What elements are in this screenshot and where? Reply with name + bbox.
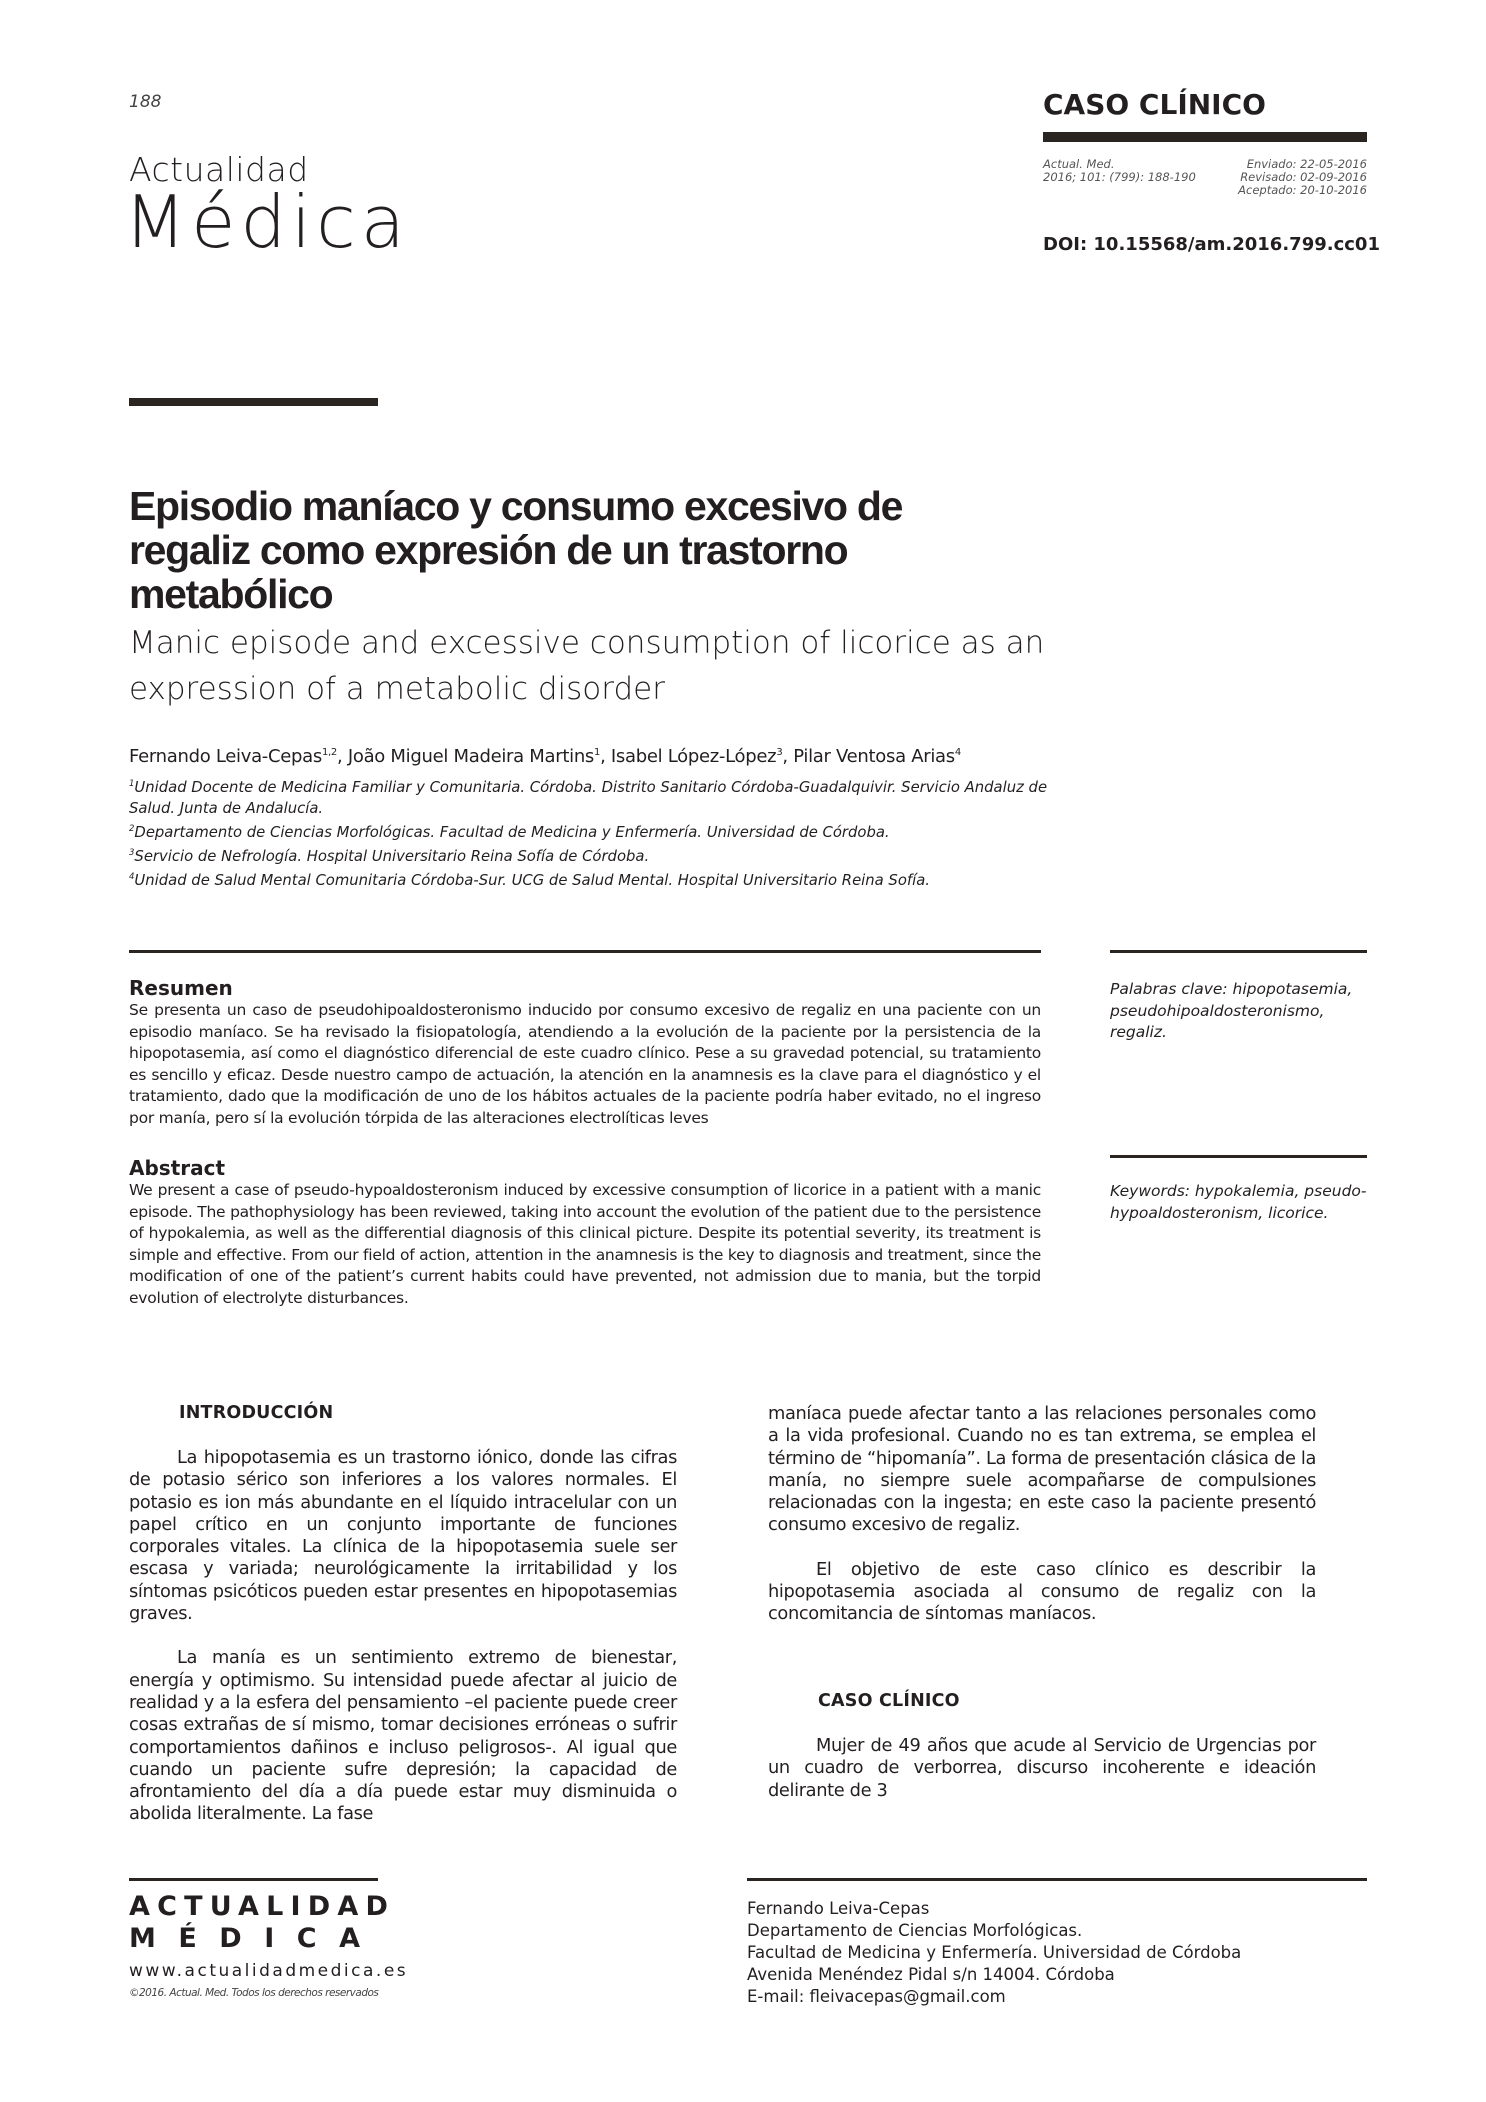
right-column bbox=[768, 1403, 1316, 1626]
journal-url[interactable]: www.actualidadmedica.es bbox=[129, 1961, 409, 1981]
intro-paragraph-2: La manía es un sentimiento extremo de bienestar, energía y optimismo. Su intensidad puede afectar al juicio de realidad y a la esfera del pensamiento –el paciente puede creer cosas extrañas de sí mismo, tomar decisiones erróneas o sufrir comportamientos dañinos e incluso peligrosos-. Al igual que cuando un paciente sufre depresión; la capacidad de afrontamiento del día a día puede estar muy disminuida o abolida literalmente. La fase bbox=[129, 1647, 677, 1825]
copyright: ©2016. Actual. Med. Todos los derechos reservados bbox=[129, 1987, 379, 1999]
author: João Miguel Madeira Martins$^1$, bbox=[347, 746, 611, 767]
intro-paragraph-1: La hipopotasemia es un trastorno iónico, donde las cifras de potasio sérico son inferiores a los valores normales. El potasio es ion más abundante en el líquido intracelular con un papel crítico en un conjunto importante de funciones corporales vitales. La clínica de la hipopotasemia suele ser escasa y variada; neurológicamente la irritabilidad y los síntomas psicóticos pueden estar presentes en hipopotasemias graves. bbox=[129, 1447, 677, 1625]
abstract-heading: Abstract bbox=[129, 1156, 226, 1180]
affiliation: $^3$Servicio de Nefrología. Hospital Universitario Reina Sofía de Córdoba. bbox=[129, 847, 650, 865]
page-number: 188 bbox=[129, 92, 162, 112]
objective-paragraph: El objetivo de este caso clínico es describir la hipopotasemia asociada al consumo de regaliz con la concomitancia de síntomas maníacos. bbox=[768, 1558, 1316, 1625]
footer-brand-line2: MÉDICA bbox=[129, 1923, 383, 1954]
abstract-divider bbox=[129, 950, 1041, 953]
resumen-text: Se presenta un caso de pseudohipoaldosteronismo inducido por consumo excesivo de regaliz en una paciente con un episodio maníaco. Se ha revisado la fisiopatología, atendiendo a la evolución de la paciente por la persistencia de la hipopotasemia, así como el diagnóstico diferencial de este cuadro clínico. Pese a su gravedad potencial, su tratamiento es sencillo y eficaz. Desde nuestro campo de actuación, la atención en la anamnesis es la clave para el diagnóstico y el tratamiento, dado que la modificación de uno de los hábitos actuales de la paciente podría haber evitado, no el ingreso por manía, pero sí la evolución tórpida de las alteraciones electrolíticas leves bbox=[129, 1001, 1041, 1127]
intro-heading: INTRODUCCIÓN bbox=[179, 1403, 334, 1423]
footer-brand-line1: ACTUALIDAD bbox=[129, 1891, 396, 1922]
date-accepted: Aceptado: 20-10-2016 bbox=[1238, 183, 1367, 197]
section-label-bar bbox=[1043, 132, 1367, 142]
affiliation: $^1$Unidad Docente de Medicina Familiar y Comunitaria. Córdoba. Distrito Sanitario Córdoba-Guadalquivir. Servicio Andaluz de Salud. Junta de Andalucía. bbox=[129, 778, 1048, 817]
case-column bbox=[768, 1735, 1316, 1802]
case-paragraph-1: Mujer de 49 años que acude al Servicio de Urgencias por un cuadro de verborrea, discurso incoherente e ideación delirante de 3 bbox=[768, 1735, 1316, 1801]
case-heading: CASO CLÍNICO bbox=[818, 1691, 960, 1711]
journal-logo-main: Médica bbox=[124, 180, 410, 264]
affiliation: $^4$Unidad de Salud Mental Comunitaria Córdoba-Sur. UCG de Salud Mental. Hospital Universitario Reina Sofía. bbox=[129, 871, 930, 889]
affiliation: $^2$Departamento de Ciencias Morfológicas. Facultad de Medicina y Enfermería. Universidad de Córdoba. bbox=[129, 823, 890, 841]
doi[interactable]: DOI: 10.15568/am.2016.799.cc01 bbox=[1043, 234, 1380, 255]
correspondence-faculty: Facultad de Medicina y Enfermería. Universidad de Córdoba bbox=[747, 1943, 1242, 1962]
footer-divider-right bbox=[747, 1878, 1367, 1881]
correspondence-department: Departamento de Ciencias Morfológicas. bbox=[747, 1921, 1083, 1940]
date-sent: Enviado: 22-05-2016 bbox=[1246, 157, 1367, 171]
author: Fernando Leiva-Cepas$^{1,2}$, bbox=[129, 746, 348, 767]
article-title-english: Manic episode and excessive consumption of licorice as an expression of a metabolic disorder bbox=[129, 625, 1045, 707]
date-revised: Revisado: 02-09-2016 bbox=[1240, 170, 1367, 184]
submission-dates bbox=[1180, 158, 1367, 197]
correspondence-address bbox=[747, 1898, 1241, 2008]
keywords-divider-2 bbox=[1110, 1155, 1367, 1158]
author-list bbox=[129, 746, 961, 767]
citation-info bbox=[1043, 158, 1196, 184]
journal-logo-top: Actualidad bbox=[129, 150, 309, 189]
body-paragraph-continued: maníaca puede afectar tanto a las relaciones personales como a la vida profesional. Cuando no es tan extrema, se emplea el término de “hipomanía”. La forma de presentación clásica de la manía, no siempre suele acompañarse de compulsiones relacionadas con la ingesta; en este caso la paciente presentó consumo excesivo de regaliz. bbox=[768, 1403, 1316, 1536]
section-label: CASO CLÍNICO bbox=[1043, 88, 1266, 121]
citation-journal: Actual. Med. bbox=[1043, 157, 1115, 171]
citation-volume: 2016; 101: (799): 188-190 bbox=[1043, 170, 1196, 184]
correspondence-name: Fernando Leiva-Cepas bbox=[747, 1899, 930, 1918]
footer-divider-left bbox=[129, 1878, 378, 1881]
correspondence-street: Avenida Menéndez Pidal s/n 14004. Córdoba bbox=[747, 1965, 1115, 1984]
keywords: Keywords: hypokalemia, pseudo-hypoaldosteronism, licorice. bbox=[1110, 1182, 1367, 1222]
article-title-spanish: Episodio maníaco y consumo excesivo de regaliz como expresión de un trastorno metabólico bbox=[129, 483, 903, 617]
keywords-divider bbox=[1110, 950, 1367, 953]
intro-column bbox=[129, 1447, 677, 1826]
palabras-clave: Palabras clave: hipopotasemia, pseudohipoaldosteronismo, regaliz. bbox=[1110, 980, 1353, 1041]
author: Isabel López-López$^3$, bbox=[610, 746, 794, 767]
title-divider bbox=[129, 398, 378, 406]
affiliation-list bbox=[129, 774, 1059, 891]
abstract-text: We present a case of pseudo-hypoaldosteronism induced by excessive consumption of licorice in a patient with a manic episode. The pathophysiology has been reviewed, taking into account the evolution of the patient due to the persistence of hypokalemia, as well as the differential diagnosis of this clinical picture. Despite its potential severity, its treatment is simple and effective. From our field of action, attention in the anamnesis is the key to diagnosis and treatment, since the modification of one of the patient’s current habits could have prevented, not admission due to mania, but the torpid evolution of electrolyte disturbances. bbox=[129, 1181, 1041, 1307]
author: Pilar Ventosa Arias$^4$ bbox=[793, 746, 961, 767]
correspondence-email[interactable]: E-mail: fleivacepas@gmail.com bbox=[747, 1987, 1006, 2006]
resumen-heading: Resumen bbox=[129, 976, 233, 1000]
